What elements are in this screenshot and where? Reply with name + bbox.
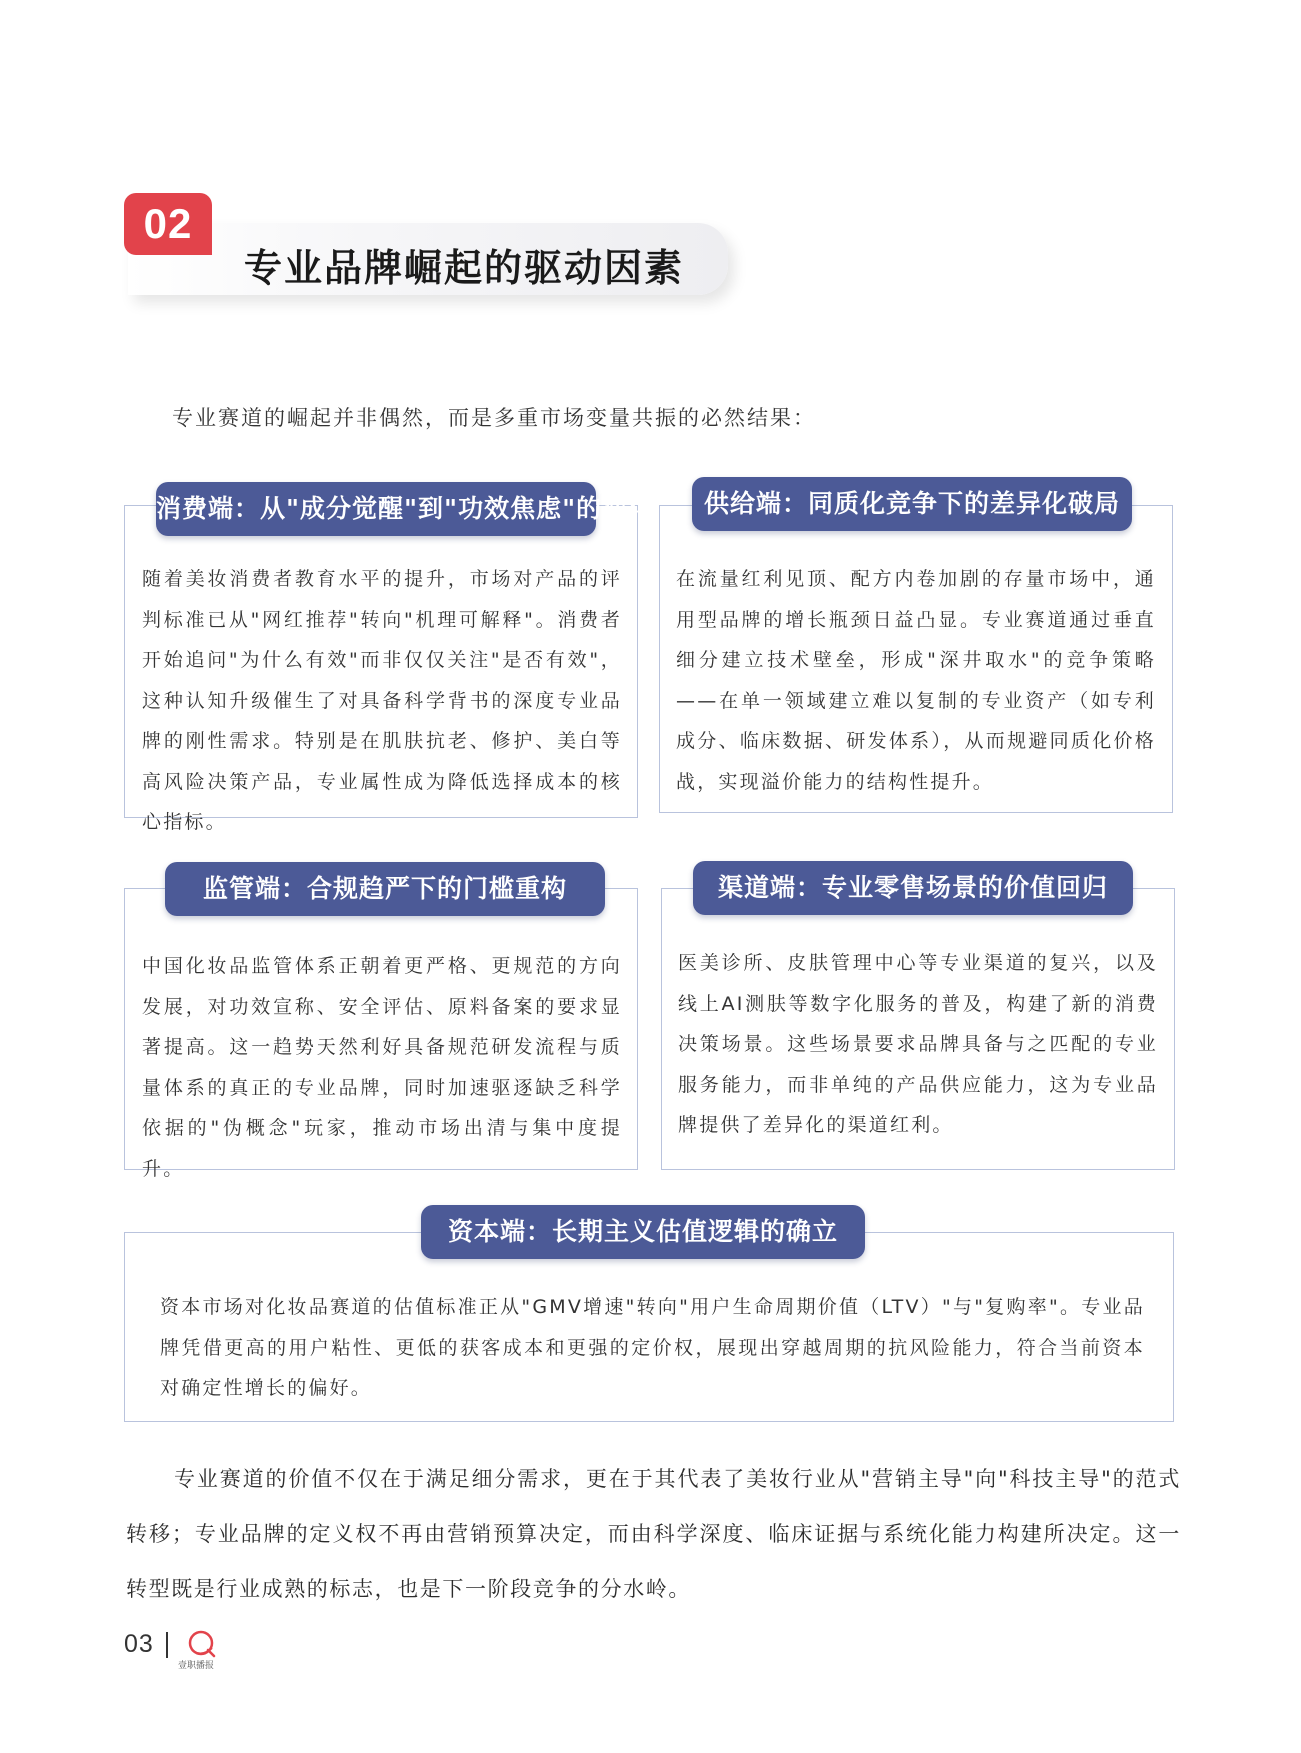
brand-logo-text: 壹职播报: [178, 1661, 215, 1671]
card-supply-title: 供给端：同质化竞争下的差异化破局: [692, 477, 1132, 531]
card-channel-text: 医美诊所、皮肤管理中心等专业渠道的复兴，以及线上AI测肤等数字化服务的普及，构建了新的消费决策场景。这些场景要求品牌具备与之匹配的专业服务能力，而非单纯的产品供应能力，这为专业品牌提供了差异化的渠道红利。: [678, 952, 1158, 1136]
section-header: [124, 193, 734, 303]
card-capital-text: 资本市场对化妆品赛道的估值标准正从"GMV增速"转向"用户生命周期价值（LTV）"与"复购率"。专业品牌凭借更高的用户粘性、更低的获客成本和更强的定价权，展现出穿越周期的抗风险能力，符合当前资本对确定性增长的偏好。: [160, 1296, 1145, 1399]
card-regulation-text: 中国化妆品监管体系正朝着更严格、更规范的方向发展，对功效宣称、安全评估、原料备案的要求显著提高。这一趋势天然利好具备规范研发流程与质量体系的真正的专业品牌，同时加速驱逐缺乏科学依据的"伪概念"玩家，推动市场出清与集中度提升。: [142, 955, 622, 1180]
conclusion-paragraph: 专业赛道的价值不仅在于满足细分需求，更在于其代表了美妆行业从"营销主导"向"科技主导"的范式转移；专业品牌的定义权不再由营销预算决定，而由科学深度、临床证据与系统化能力构建所决定。这一转型既是行业成熟的标志，也是下一阶段竞争的分水岭。: [126, 1467, 1181, 1601]
section-number-badge: 02: [124, 193, 212, 255]
card-consumer-title: 消费端：从"成分觉醒"到"功效焦虑"的深化: [156, 482, 596, 536]
section-title: 专业品牌崛起的驱动因素: [244, 246, 685, 290]
intro-paragraph: 专业赛道的崛起并非偶然，而是多重市场变量共振的必然结果：: [172, 406, 816, 430]
card-channel-title: 渠道端：专业零售场景的价值回归: [693, 861, 1133, 915]
card-capital-title: 资本端：长期主义估值逻辑的确立: [421, 1205, 865, 1259]
footer-separator: [166, 1632, 168, 1658]
page-number: 03: [124, 1630, 154, 1658]
card-supply-text: 在流量红利见顶、配方内卷加剧的存量市场中，通用型品牌的增长瓶颈日益凸显。专业赛道通过垂直细分建立技术壁垒，形成"深井取水"的竞争策略——在单一领域建立难以复制的专业资产（如专利成分、临床数据、研发体系），从而规避同质化价格战，实现溢价能力的结构性提升。: [676, 568, 1156, 793]
card-consumer-text: 随着美妆消费者教育水平的提升，市场对产品的评判标准已从"网红推荐"转向"机理可解释"。消费者开始追问"为什么有效"而非仅仅关注"是否有效"，这种认知升级催生了对具备科学背书的深度专业品牌的刚性需求。特别是在肌肤抗老、修护、美白等高风险决策产品，专业属性成为降低选择成本的核心指标。: [142, 568, 622, 833]
card-regulation-title: 监管端：合规趋严下的门槛重构: [165, 862, 605, 916]
